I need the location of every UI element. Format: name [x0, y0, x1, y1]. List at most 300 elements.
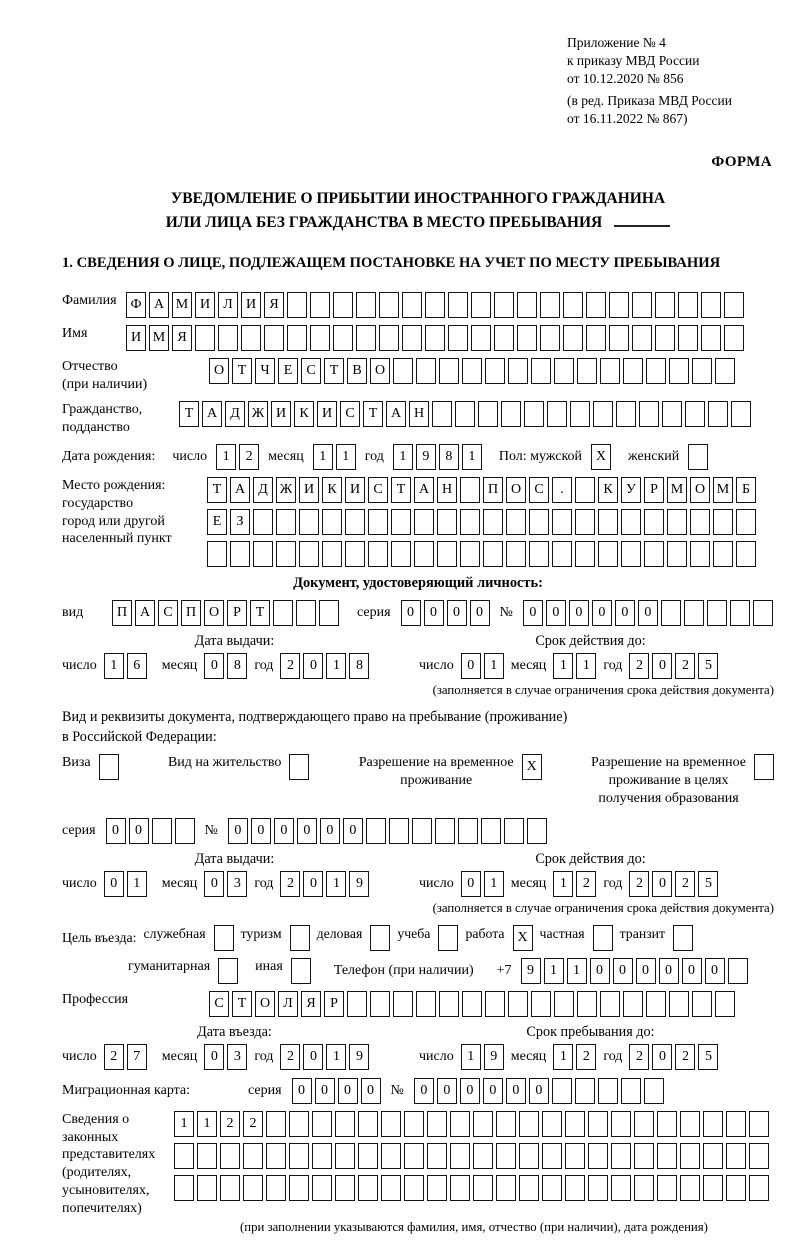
char-cell[interactable]: 1: [336, 444, 356, 470]
char-cell[interactable]: [554, 991, 574, 1017]
char-cell[interactable]: С: [340, 401, 360, 427]
char-cell[interactable]: 0: [228, 818, 248, 844]
char-cell[interactable]: [749, 1143, 769, 1169]
checkbox-cell[interactable]: [438, 925, 458, 951]
char-cell[interactable]: К: [294, 401, 314, 427]
char-cell[interactable]: [667, 509, 687, 535]
char-cell[interactable]: 2: [280, 871, 300, 897]
char-cell[interactable]: 5: [698, 653, 718, 679]
char-cell[interactable]: [299, 509, 319, 535]
char-cell[interactable]: [655, 292, 675, 318]
char-cell[interactable]: [402, 292, 422, 318]
char-cell[interactable]: [657, 1175, 677, 1201]
char-cell[interactable]: [322, 541, 342, 567]
checkbox-cell[interactable]: [688, 444, 708, 470]
char-cell[interactable]: [690, 509, 710, 535]
char-cell[interactable]: 0: [303, 653, 323, 679]
char-cell[interactable]: [669, 358, 689, 384]
char-cell[interactable]: [508, 358, 528, 384]
char-cell[interactable]: [565, 1111, 585, 1137]
char-cell[interactable]: [540, 325, 560, 351]
char-cell[interactable]: [230, 541, 250, 567]
char-cell[interactable]: С: [209, 991, 229, 1017]
char-cell[interactable]: Ж: [248, 401, 268, 427]
char-cell[interactable]: 0: [529, 1078, 549, 1104]
char-cell[interactable]: 0: [682, 958, 702, 984]
char-cell[interactable]: [519, 1143, 539, 1169]
char-cell[interactable]: 2: [280, 1044, 300, 1070]
char-cell[interactable]: 0: [320, 818, 340, 844]
char-cell[interactable]: 1: [326, 653, 346, 679]
char-cell[interactable]: О: [506, 477, 526, 503]
char-cell[interactable]: 1: [484, 653, 504, 679]
char-cell[interactable]: [632, 325, 652, 351]
char-cell[interactable]: [588, 1143, 608, 1169]
char-cell[interactable]: [427, 1175, 447, 1201]
char-cell[interactable]: [570, 401, 590, 427]
char-cell[interactable]: [412, 818, 432, 844]
checkbox-cell[interactable]: X: [591, 444, 611, 470]
char-cell[interactable]: [657, 1111, 677, 1137]
char-cell[interactable]: [644, 509, 664, 535]
char-cell[interactable]: 0: [424, 600, 444, 626]
char-cell[interactable]: Т: [391, 477, 411, 503]
char-cell[interactable]: [379, 325, 399, 351]
char-cell[interactable]: [563, 325, 583, 351]
char-cell[interactable]: [358, 1111, 378, 1137]
char-cell[interactable]: 0: [461, 871, 481, 897]
char-cell[interactable]: 0: [447, 600, 467, 626]
char-cell[interactable]: 0: [590, 958, 610, 984]
char-cell[interactable]: [593, 401, 613, 427]
char-cell[interactable]: [404, 1143, 424, 1169]
char-cell[interactable]: [368, 509, 388, 535]
char-cell[interactable]: [611, 1143, 631, 1169]
char-cell[interactable]: [703, 1143, 723, 1169]
checkbox-cell[interactable]: X: [522, 754, 542, 780]
char-cell[interactable]: [174, 1143, 194, 1169]
char-cell[interactable]: [586, 325, 606, 351]
char-cell[interactable]: [439, 358, 459, 384]
char-cell[interactable]: Я: [264, 292, 284, 318]
char-cell[interactable]: [310, 292, 330, 318]
char-cell[interactable]: 1: [544, 958, 564, 984]
char-cell[interactable]: Т: [250, 600, 270, 626]
char-cell[interactable]: [358, 1175, 378, 1201]
char-cell[interactable]: [462, 991, 482, 1017]
char-cell[interactable]: 9: [349, 871, 369, 897]
char-cell[interactable]: [289, 1143, 309, 1169]
char-cell[interactable]: [519, 1111, 539, 1137]
char-cell[interactable]: [575, 477, 595, 503]
char-cell[interactable]: 2: [576, 1044, 596, 1070]
char-cell[interactable]: 1: [326, 871, 346, 897]
char-cell[interactable]: 1: [553, 1044, 573, 1070]
char-cell[interactable]: [552, 1078, 572, 1104]
char-cell[interactable]: И: [299, 477, 319, 503]
char-cell[interactable]: 0: [652, 871, 672, 897]
char-cell[interactable]: 0: [613, 958, 633, 984]
char-cell[interactable]: 1: [326, 1044, 346, 1070]
char-cell[interactable]: Я: [301, 991, 321, 1017]
char-cell[interactable]: [600, 991, 620, 1017]
char-cell[interactable]: 2: [280, 653, 300, 679]
char-cell[interactable]: [437, 541, 457, 567]
char-cell[interactable]: 0: [636, 958, 656, 984]
char-cell[interactable]: [494, 292, 514, 318]
char-cell[interactable]: [425, 325, 445, 351]
char-cell[interactable]: [473, 1111, 493, 1137]
char-cell[interactable]: 1: [216, 444, 236, 470]
char-cell[interactable]: 0: [297, 818, 317, 844]
char-cell[interactable]: [356, 325, 376, 351]
char-cell[interactable]: .: [552, 477, 572, 503]
char-cell[interactable]: [542, 1143, 562, 1169]
char-cell[interactable]: [713, 541, 733, 567]
char-cell[interactable]: [370, 991, 390, 1017]
char-cell[interactable]: 2: [104, 1044, 124, 1070]
char-cell[interactable]: [312, 1143, 332, 1169]
char-cell[interactable]: [547, 401, 567, 427]
char-cell[interactable]: 0: [569, 600, 589, 626]
char-cell[interactable]: 5: [698, 871, 718, 897]
char-cell[interactable]: 2: [576, 871, 596, 897]
char-cell[interactable]: [517, 292, 537, 318]
char-cell[interactable]: [462, 358, 482, 384]
char-cell[interactable]: [632, 292, 652, 318]
char-cell[interactable]: Ж: [276, 477, 296, 503]
char-cell[interactable]: [753, 600, 773, 626]
char-cell[interactable]: [726, 1143, 746, 1169]
char-cell[interactable]: [207, 541, 227, 567]
char-cell[interactable]: [655, 325, 675, 351]
char-cell[interactable]: [393, 991, 413, 1017]
char-cell[interactable]: 1: [484, 871, 504, 897]
char-cell[interactable]: [391, 509, 411, 535]
char-cell[interactable]: [287, 292, 307, 318]
char-cell[interactable]: 0: [204, 653, 224, 679]
char-cell[interactable]: 2: [243, 1111, 263, 1137]
char-cell[interactable]: [266, 1175, 286, 1201]
char-cell[interactable]: 1: [553, 653, 573, 679]
char-cell[interactable]: А: [202, 401, 222, 427]
char-cell[interactable]: [473, 1143, 493, 1169]
char-cell[interactable]: [381, 1175, 401, 1201]
char-cell[interactable]: П: [112, 600, 132, 626]
char-cell[interactable]: М: [667, 477, 687, 503]
char-cell[interactable]: 1: [197, 1111, 217, 1137]
char-cell[interactable]: [662, 401, 682, 427]
char-cell[interactable]: 2: [675, 871, 695, 897]
char-cell[interactable]: [501, 401, 521, 427]
char-cell[interactable]: 0: [615, 600, 635, 626]
char-cell[interactable]: [708, 401, 728, 427]
char-cell[interactable]: И: [345, 477, 365, 503]
char-cell[interactable]: [577, 991, 597, 1017]
char-cell[interactable]: Т: [324, 358, 344, 384]
char-cell[interactable]: [715, 358, 735, 384]
char-cell[interactable]: 8: [349, 653, 369, 679]
char-cell[interactable]: [621, 541, 641, 567]
char-cell[interactable]: [496, 1143, 516, 1169]
char-cell[interactable]: [669, 991, 689, 1017]
char-cell[interactable]: [678, 292, 698, 318]
char-cell[interactable]: [471, 292, 491, 318]
char-cell[interactable]: [485, 991, 505, 1017]
char-cell[interactable]: [241, 325, 261, 351]
char-cell[interactable]: [483, 541, 503, 567]
char-cell[interactable]: [644, 541, 664, 567]
char-cell[interactable]: 3: [227, 1044, 247, 1070]
char-cell[interactable]: 0: [274, 818, 294, 844]
char-cell[interactable]: Я: [172, 325, 192, 351]
char-cell[interactable]: 9: [484, 1044, 504, 1070]
char-cell[interactable]: [563, 292, 583, 318]
char-cell[interactable]: [289, 1111, 309, 1137]
char-cell[interactable]: Т: [232, 991, 252, 1017]
char-cell[interactable]: [623, 358, 643, 384]
char-cell[interactable]: [427, 1111, 447, 1137]
char-cell[interactable]: 2: [239, 444, 259, 470]
char-cell[interactable]: А: [135, 600, 155, 626]
char-cell[interactable]: [402, 325, 422, 351]
char-cell[interactable]: [368, 541, 388, 567]
char-cell[interactable]: [678, 325, 698, 351]
char-cell[interactable]: [322, 509, 342, 535]
char-cell[interactable]: 0: [315, 1078, 335, 1104]
char-cell[interactable]: 2: [675, 653, 695, 679]
char-cell[interactable]: [253, 509, 273, 535]
char-cell[interactable]: [450, 1175, 470, 1201]
char-cell[interactable]: У: [621, 477, 641, 503]
char-cell[interactable]: [685, 401, 705, 427]
checkbox-cell[interactable]: [290, 925, 310, 951]
char-cell[interactable]: [692, 991, 712, 1017]
char-cell[interactable]: [152, 818, 172, 844]
char-cell[interactable]: [542, 1175, 562, 1201]
char-cell[interactable]: Т: [179, 401, 199, 427]
char-cell[interactable]: [381, 1143, 401, 1169]
char-cell[interactable]: [724, 325, 744, 351]
char-cell[interactable]: [598, 541, 618, 567]
char-cell[interactable]: [175, 818, 195, 844]
char-cell[interactable]: [529, 509, 549, 535]
char-cell[interactable]: 1: [174, 1111, 194, 1137]
char-cell[interactable]: 0: [129, 818, 149, 844]
char-cell[interactable]: [197, 1143, 217, 1169]
char-cell[interactable]: [197, 1175, 217, 1201]
char-cell[interactable]: М: [713, 477, 733, 503]
char-cell[interactable]: [680, 1175, 700, 1201]
checkbox-cell[interactable]: [370, 925, 390, 951]
char-cell[interactable]: 0: [303, 871, 323, 897]
char-cell[interactable]: 3: [227, 871, 247, 897]
char-cell[interactable]: [460, 541, 480, 567]
char-cell[interactable]: 2: [675, 1044, 695, 1070]
char-cell[interactable]: Д: [253, 477, 273, 503]
char-cell[interactable]: [358, 1143, 378, 1169]
char-cell[interactable]: И: [271, 401, 291, 427]
char-cell[interactable]: [414, 541, 434, 567]
char-cell[interactable]: [404, 1175, 424, 1201]
char-cell[interactable]: Р: [227, 600, 247, 626]
char-cell[interactable]: 1: [127, 871, 147, 897]
char-cell[interactable]: 0: [659, 958, 679, 984]
char-cell[interactable]: [335, 1111, 355, 1137]
char-cell[interactable]: [692, 358, 712, 384]
char-cell[interactable]: [684, 600, 704, 626]
char-cell[interactable]: [598, 509, 618, 535]
char-cell[interactable]: [749, 1175, 769, 1201]
char-cell[interactable]: [667, 541, 687, 567]
char-cell[interactable]: [437, 509, 457, 535]
char-cell[interactable]: [471, 325, 491, 351]
char-cell[interactable]: [634, 1143, 654, 1169]
char-cell[interactable]: И: [241, 292, 261, 318]
char-cell[interactable]: К: [322, 477, 342, 503]
checkbox-cell[interactable]: [673, 925, 693, 951]
checkbox-cell[interactable]: X: [513, 925, 533, 951]
char-cell[interactable]: [657, 1143, 677, 1169]
char-cell[interactable]: 6: [127, 653, 147, 679]
char-cell[interactable]: П: [181, 600, 201, 626]
char-cell[interactable]: 1: [104, 653, 124, 679]
char-cell[interactable]: 0: [204, 1044, 224, 1070]
checkbox-cell[interactable]: [291, 958, 311, 984]
char-cell[interactable]: [506, 509, 526, 535]
char-cell[interactable]: [634, 1175, 654, 1201]
char-cell[interactable]: [356, 292, 376, 318]
char-cell[interactable]: [508, 991, 528, 1017]
char-cell[interactable]: [483, 509, 503, 535]
char-cell[interactable]: [646, 358, 666, 384]
char-cell[interactable]: 0: [470, 600, 490, 626]
char-cell[interactable]: [701, 292, 721, 318]
char-cell[interactable]: [287, 325, 307, 351]
char-cell[interactable]: [458, 818, 478, 844]
char-cell[interactable]: 8: [227, 653, 247, 679]
char-cell[interactable]: Д: [225, 401, 245, 427]
char-cell[interactable]: [478, 401, 498, 427]
char-cell[interactable]: [448, 325, 468, 351]
char-cell[interactable]: 7: [127, 1044, 147, 1070]
char-cell[interactable]: [494, 325, 514, 351]
char-cell[interactable]: 0: [483, 1078, 503, 1104]
char-cell[interactable]: [506, 541, 526, 567]
char-cell[interactable]: 0: [523, 600, 543, 626]
char-cell[interactable]: Т: [363, 401, 383, 427]
char-cell[interactable]: [517, 325, 537, 351]
char-cell[interactable]: [220, 1143, 240, 1169]
char-cell[interactable]: [460, 509, 480, 535]
char-cell[interactable]: 0: [652, 1044, 672, 1070]
char-cell[interactable]: [427, 1143, 447, 1169]
char-cell[interactable]: [609, 292, 629, 318]
char-cell[interactable]: 2: [629, 653, 649, 679]
char-cell[interactable]: [379, 292, 399, 318]
char-cell[interactable]: [289, 1175, 309, 1201]
char-cell[interactable]: [319, 600, 339, 626]
char-cell[interactable]: М: [172, 292, 192, 318]
char-cell[interactable]: 0: [106, 818, 126, 844]
char-cell[interactable]: [296, 600, 316, 626]
checkbox-cell[interactable]: [289, 754, 309, 780]
char-cell[interactable]: 0: [414, 1078, 434, 1104]
char-cell[interactable]: Е: [207, 509, 227, 535]
char-cell[interactable]: Б: [736, 477, 756, 503]
char-cell[interactable]: О: [255, 991, 275, 1017]
char-cell[interactable]: [432, 401, 452, 427]
char-cell[interactable]: [646, 991, 666, 1017]
char-cell[interactable]: [496, 1175, 516, 1201]
char-cell[interactable]: [312, 1175, 332, 1201]
char-cell[interactable]: [634, 1111, 654, 1137]
char-cell[interactable]: [529, 541, 549, 567]
char-cell[interactable]: [701, 325, 721, 351]
char-cell[interactable]: [450, 1111, 470, 1137]
char-cell[interactable]: [540, 292, 560, 318]
char-cell[interactable]: [389, 818, 409, 844]
char-cell[interactable]: [345, 541, 365, 567]
char-cell[interactable]: [736, 509, 756, 535]
char-cell[interactable]: 0: [343, 818, 363, 844]
char-cell[interactable]: С: [529, 477, 549, 503]
char-cell[interactable]: [366, 818, 386, 844]
char-cell[interactable]: [218, 325, 238, 351]
char-cell[interactable]: С: [301, 358, 321, 384]
char-cell[interactable]: [335, 1143, 355, 1169]
char-cell[interactable]: 1: [462, 444, 482, 470]
char-cell[interactable]: А: [414, 477, 434, 503]
char-cell[interactable]: 0: [204, 871, 224, 897]
char-cell[interactable]: 0: [546, 600, 566, 626]
char-cell[interactable]: [439, 991, 459, 1017]
char-cell[interactable]: А: [386, 401, 406, 427]
char-cell[interactable]: [425, 292, 445, 318]
char-cell[interactable]: 5: [698, 1044, 718, 1070]
char-cell[interactable]: [749, 1111, 769, 1137]
char-cell[interactable]: [524, 401, 544, 427]
char-cell[interactable]: [621, 1078, 641, 1104]
char-cell[interactable]: Е: [278, 358, 298, 384]
char-cell[interactable]: 2: [629, 1044, 649, 1070]
char-cell[interactable]: [531, 358, 551, 384]
char-cell[interactable]: [519, 1175, 539, 1201]
checkbox-cell[interactable]: [754, 754, 774, 780]
char-cell[interactable]: О: [370, 358, 390, 384]
char-cell[interactable]: 9: [521, 958, 541, 984]
char-cell[interactable]: [276, 541, 296, 567]
char-cell[interactable]: [680, 1111, 700, 1137]
char-cell[interactable]: Ч: [255, 358, 275, 384]
char-cell[interactable]: Л: [218, 292, 238, 318]
char-cell[interactable]: Т: [207, 477, 227, 503]
char-cell[interactable]: Ф: [126, 292, 146, 318]
char-cell[interactable]: [243, 1143, 263, 1169]
char-cell[interactable]: [728, 958, 748, 984]
char-cell[interactable]: О: [204, 600, 224, 626]
char-cell[interactable]: [542, 1111, 562, 1137]
char-cell[interactable]: [565, 1175, 585, 1201]
char-cell[interactable]: [552, 541, 572, 567]
char-cell[interactable]: [273, 600, 293, 626]
char-cell[interactable]: [312, 1111, 332, 1137]
char-cell[interactable]: О: [690, 477, 710, 503]
char-cell[interactable]: [345, 509, 365, 535]
char-cell[interactable]: [310, 325, 330, 351]
char-cell[interactable]: [220, 1175, 240, 1201]
char-cell[interactable]: О: [209, 358, 229, 384]
